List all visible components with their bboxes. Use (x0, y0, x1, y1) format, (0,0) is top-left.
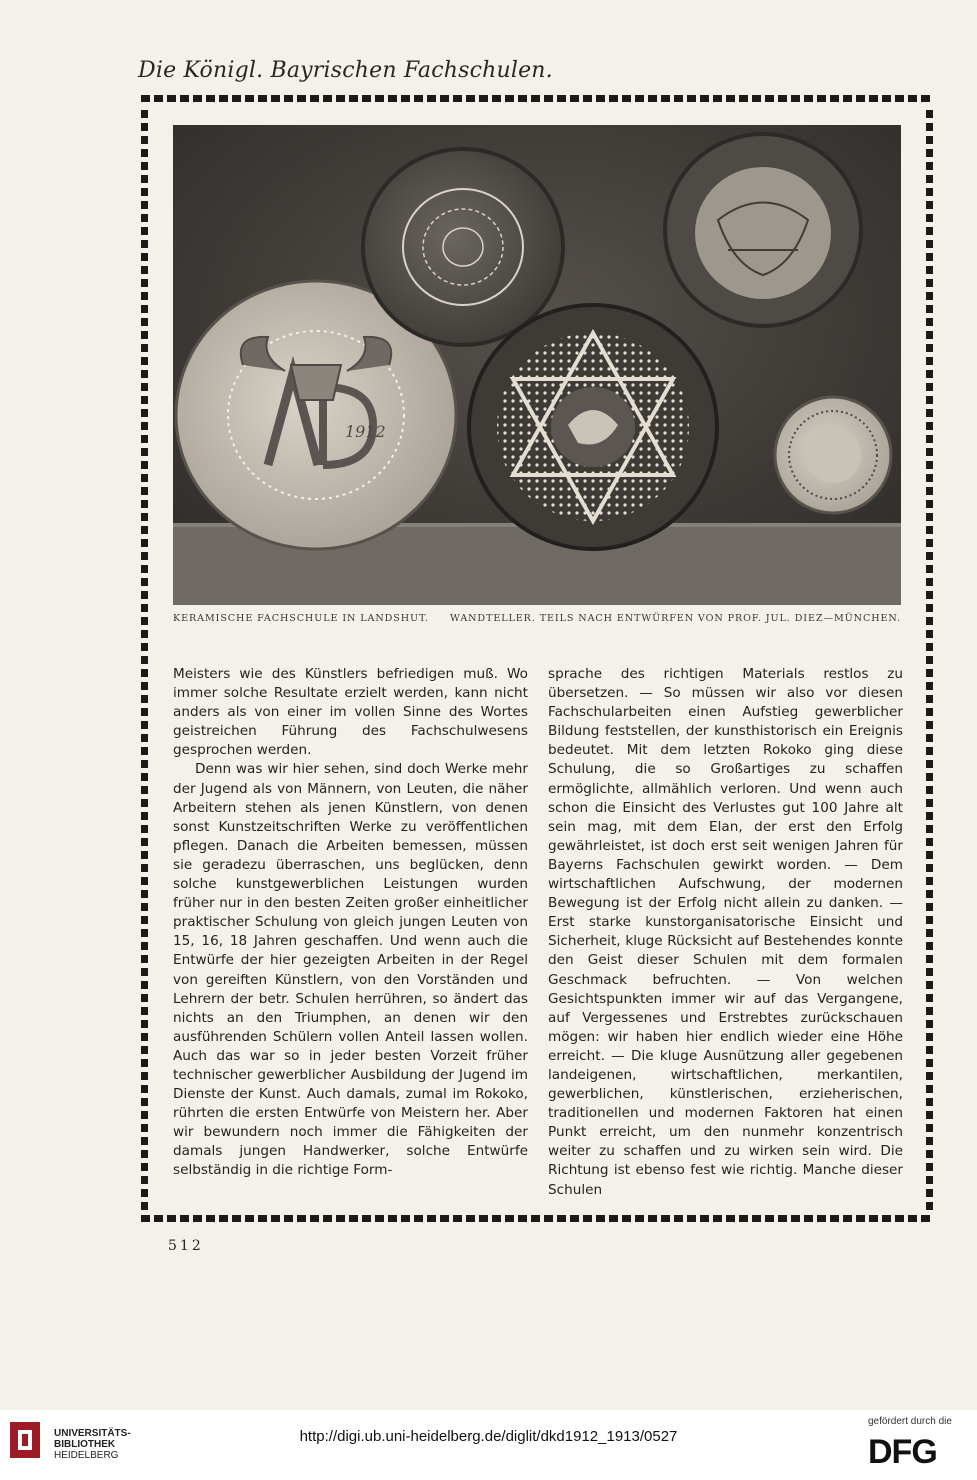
ornamental-border-left (141, 110, 148, 1210)
ornamental-border-right (926, 110, 933, 1210)
plate-year-text: 1912 (345, 422, 386, 441)
running-head: Die Königl. Bayrischen Fachschulen. (138, 58, 553, 83)
permalink-url[interactable]: http://digi.ub.uni-heidelberg.de/diglit/dkd1912_1913/0527 (299, 1428, 678, 1445)
plate-rosette (363, 149, 563, 345)
institution-line: UNIVERSITÄTS- (54, 1428, 131, 1439)
plates-photograph (173, 125, 901, 605)
footer-bar (0, 1410, 977, 1480)
funded-by-label: gefördert durch die (868, 1416, 952, 1427)
text-column-left (173, 665, 528, 1181)
institution-line: BIBLIOTHEK (54, 1439, 116, 1450)
figure-caption (173, 613, 901, 624)
caption-school: KERAMISCHE FACHSCHULE IN LANDSHUT. (173, 613, 429, 624)
plates-illustration (173, 125, 901, 605)
plate-figures (665, 134, 861, 326)
paragraph: Denn was wir hier sehen, sind doch Werke mehr der Jugend als von Männern, von Leuten, die näher Arbeitern stehen als jenen Künstlern, von denen sonst Kunstzeitschriften Werke zu veröffentlichen pflegen. Danach die Arbeiten bemessen, müssen sie geradezu überraschen, uns beglücken, denn solche kunstgewerblichen Leistungen wurden früher nur in den besten Zeiten großer einheitlicher praktischer Schulung von gleich jungen Leuten von 15, 16, 18 Jahren geschaffen. Und wenn auch die Entwürfe der hier gezeigten Arbeiten in der Regel von gereiften Künstlern, von den Vorständen und Lehrern der betr. Schulen herrühren, so ändert das nichts an den Triumphen, an denen wir den ausführenden Schülern vollen Anteil lassen wollen. Auch das war so in jeder besten Vorzeit früher technischer gewerblicher Ausbildung der Jugend im Dienste der Kunst. Auch damals, zumal im Rokoko, rührten die ersten Entwürfe von Meistern her. Aber wir bewundern noch immer die Fähigkeiten der damals jungen Handwerker, solche Entwürfe selbständig in die richtige Form- (173, 761, 528, 1179)
text-column-right (548, 665, 903, 1200)
plate-star (469, 305, 717, 549)
dfg-logo: DFG (868, 1433, 937, 1471)
paragraph: Meisters wie des Künstlers befriedigen muß. Wo immer solche Resultate erzielt werden, kann nicht anders als von einer im vollen Sinne des Wortes geistreichen Führung des Fachschulwesens gesprochen werden. (173, 666, 528, 759)
institution-line: HEIDELBERG (54, 1450, 119, 1461)
ornamental-border-bottom (141, 1215, 933, 1222)
plate-small (775, 397, 891, 513)
page-number: 512 (168, 1238, 204, 1254)
paragraph: sprache des richtigen Materials restlos zu übersetzen. — So müssen wir also vor diesen Fachschularbeiten einen Aufstieg gewerblicher Bildung feststellen, der kunsthistorisch ein Ereignis bedeutet. Mit dem letzten Rokoko ging diese Schulung, die so Großartiges zu schaffen ermöglichte, allmählich verloren. Und wenn auch schon die Einsicht des Verlustes gut 100 Jahre alt sein mag, mit dem Elan, der erst den Erfolg gewährleistet, ist doch erst seit wenigen Jahren für Bayerns Fachschulen gewirkt worden. — Dem wirtschaftlichen Aufschwung, der modernen Bewegung ist der Erfolg nicht allein zu danken. — Erst starke kunstorganisatorische Einsicht und Sicherheit, kluge Rücksicht auf Bestehendes konnte den Geist dieser Schulen mit dem formalen Geschmack befruchten. — Von welchen Gesichtspunkten immer wir auf das Vergangene, auf Vergessenes und Erstrebtes zurückschauen mögen: wir haben hier endlich wieder eine Höhe erreicht. — Die kluge Ausnützung aller gegebenen landeigenen, wirtschaftlichen, merkantilen, gewerblichen, künstlerischen, erzieherischen, traditionellen und modernen Faktoren hat einen Punkt erreicht, um den nunmehr konzentrisch weiter zu schaffen und zu wirken sein wird. Die Richtung ist ebenso fest wie richtig. Manche dieser Schulen (548, 666, 903, 1198)
ornamental-border-top (141, 95, 933, 102)
caption-description: WANDTELLER. TEILS NACH ENTWÜRFEN VON PROF. JUL. DIEZ—MÜNCHEN. (450, 613, 901, 624)
